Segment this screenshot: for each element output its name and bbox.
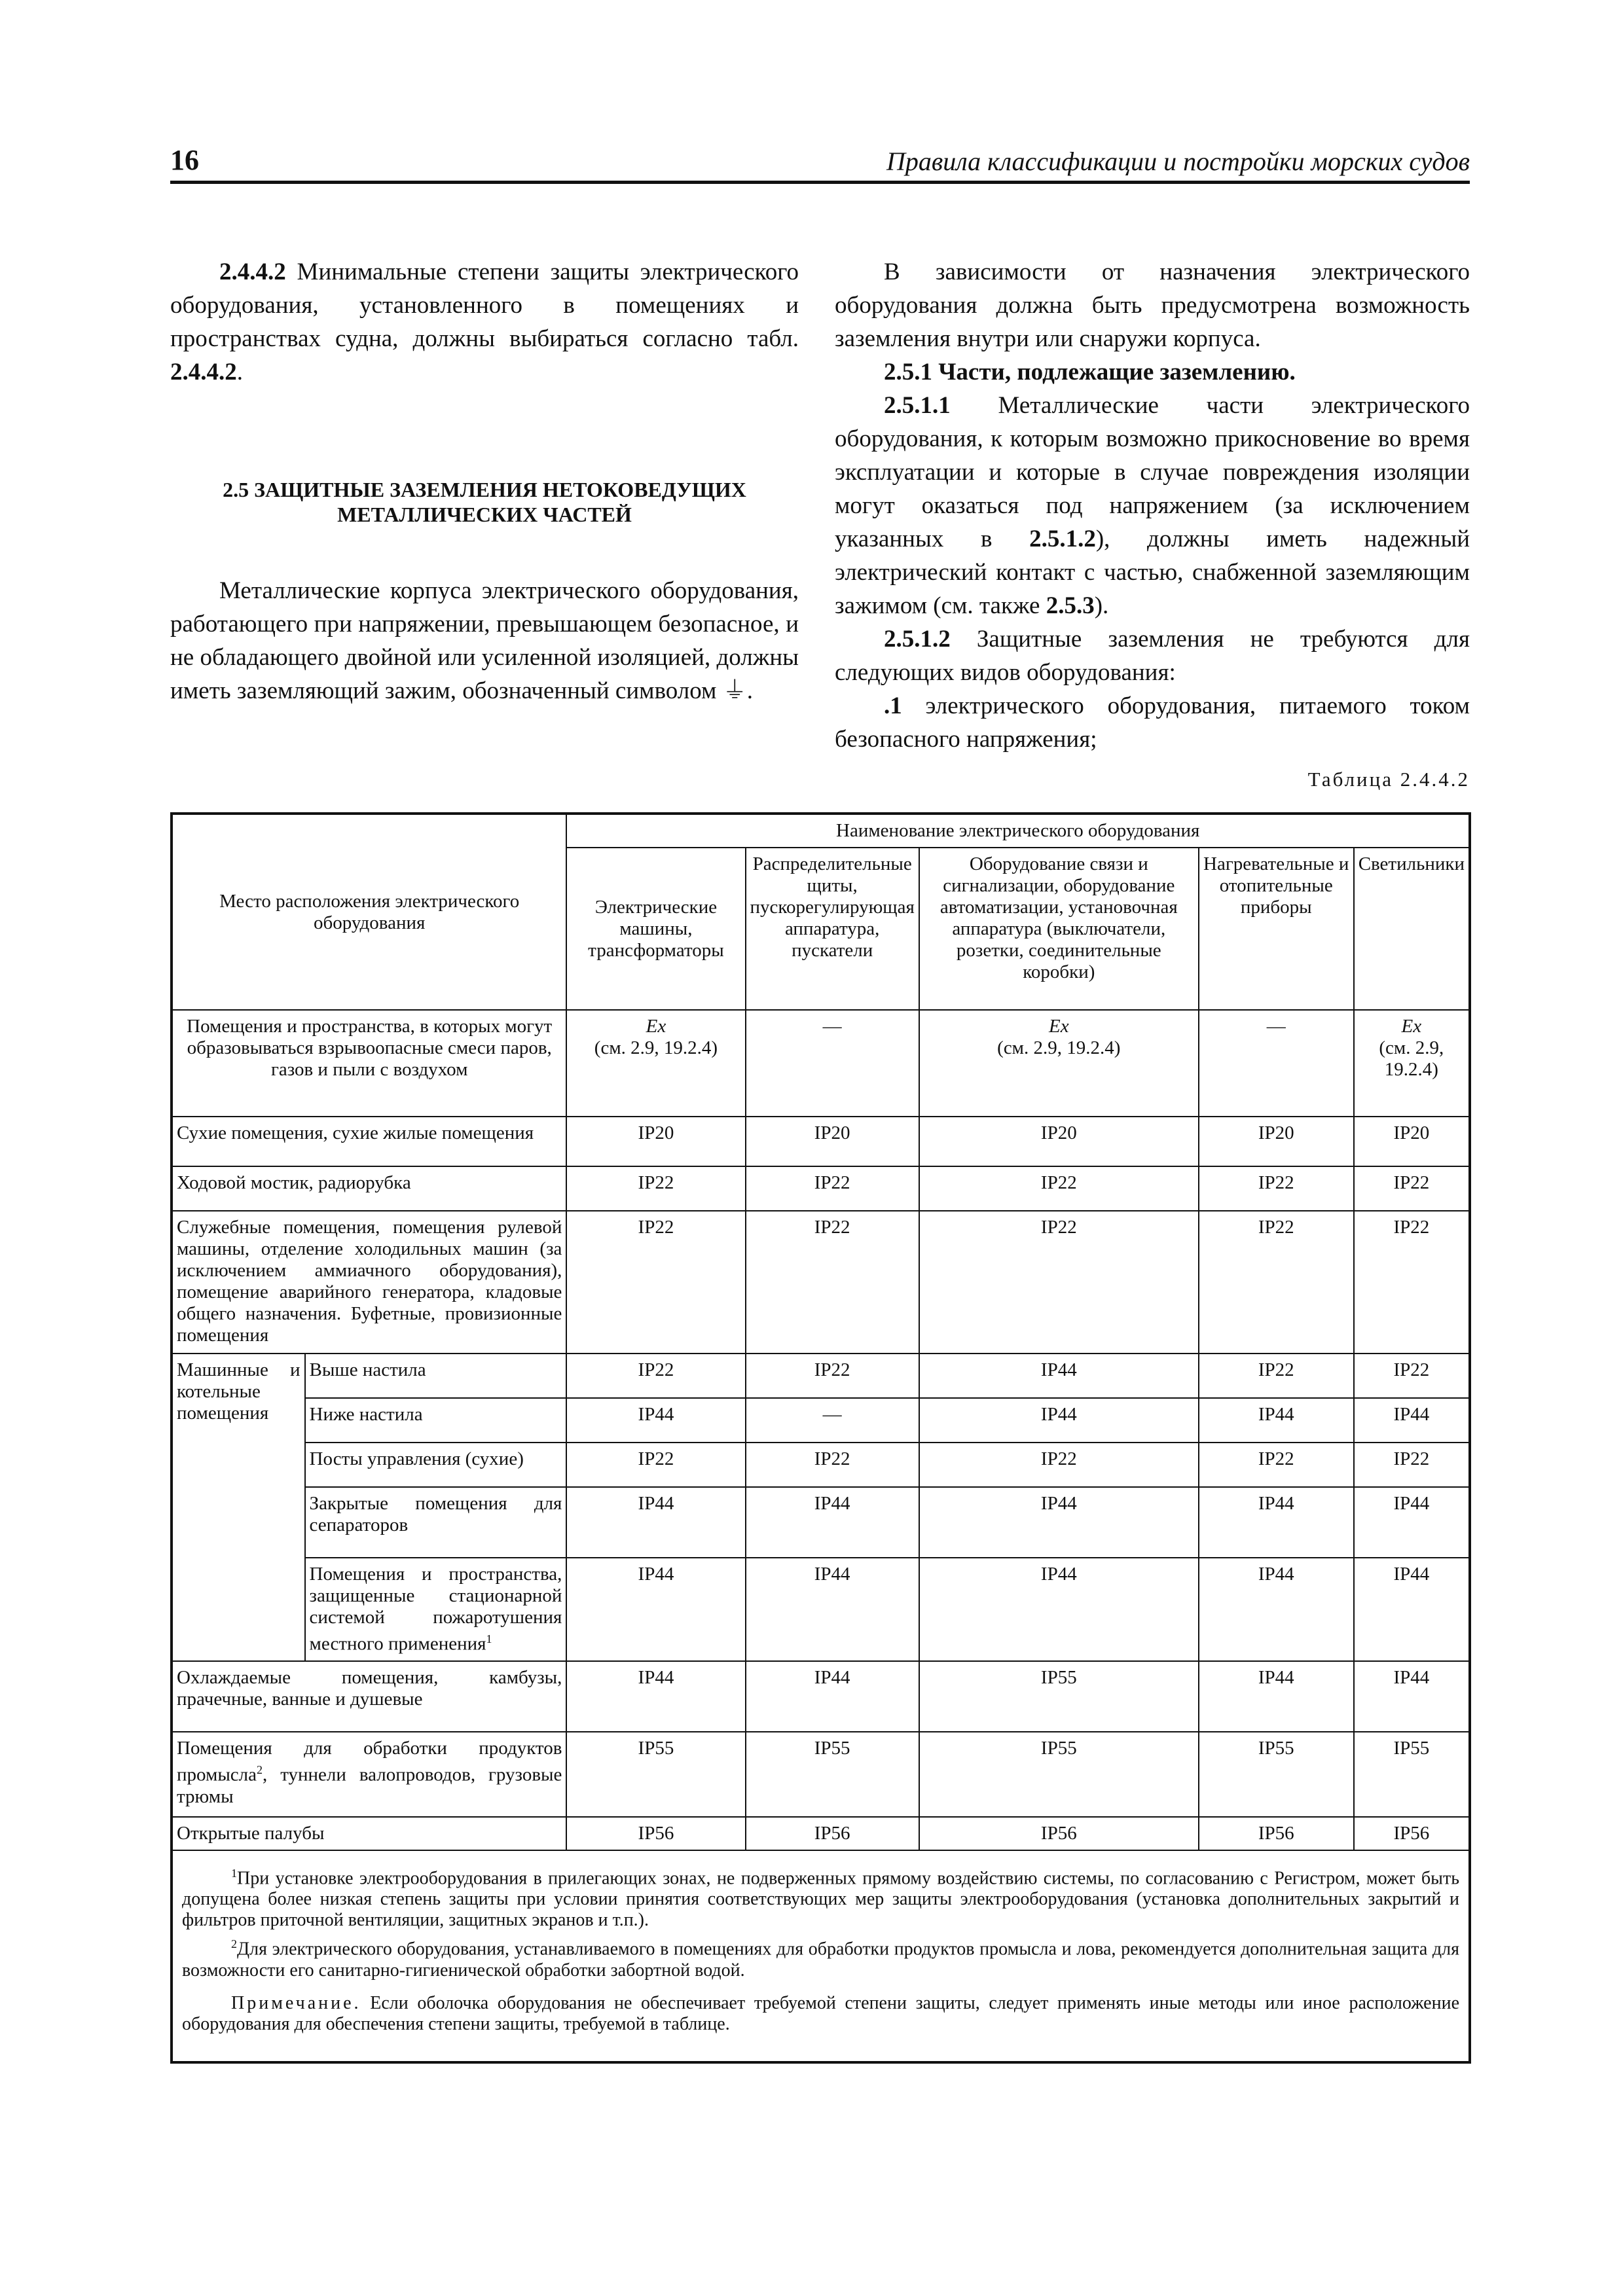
- table-cell: IP55: [566, 1732, 745, 1817]
- table-cell: IP44: [919, 1354, 1199, 1398]
- table-cell: Ex (см. 2.9, 19.2.4): [1354, 1010, 1470, 1117]
- table-cell: IP44: [919, 1487, 1199, 1558]
- running-title: Правила классификации и постройки морских судов: [886, 147, 1470, 176]
- paragraph-2-5-1-1: 2.5.1.1 Металлические части электрического оборудования, к которым возможно прикосновение во время эксплуатации и которые в случае повреждения изоляции могут оказаться под напряжением (за исключением указанных в 2.5.1.2), должны иметь надежный электрический контакт с частью, снабженной заземляющим зажимом (см. также 2.5.3).: [835, 392, 1470, 619]
- table-cell: IP22: [1354, 1211, 1470, 1354]
- paragraph-grounding: Металлические корпуса электрического оборудования, работающего при напряжении, превышающем безопасное, и не обладающего двойной или усиленной изоляцией, должны иметь заземляющий зажим, обозначенный символом ⏚.: [170, 577, 799, 704]
- table-row: [172, 1558, 1470, 1661]
- table-cell: IP20: [746, 1117, 919, 1166]
- header-equipment-group: Наименование электрического оборудования: [566, 814, 1470, 848]
- row-label: Помещения для обработки продуктов промысла$^2$, туннели валопроводов, грузовые трюмы: [172, 1732, 566, 1817]
- paragraph-item-1: .1 электрического оборудования, питаемого током безопасного напряжения;: [835, 692, 1470, 753]
- table-cell: IP56: [746, 1817, 919, 1850]
- table-cell: IP44: [1354, 1661, 1470, 1732]
- table-cell: IP22: [746, 1354, 919, 1398]
- table-row: [172, 1817, 1470, 1850]
- table-row: [172, 1010, 1470, 1117]
- paragraph-2-4-4-2: 2.4.4.2 Минимальные степени защиты электрического оборудования, установленного в помещениях и пространствах судна, должны выбираться согласно табл. 2.4.4.2.: [170, 259, 799, 386]
- table-footnotes: [172, 1850, 1470, 2062]
- table-row: [172, 1661, 1470, 1732]
- row-label: Закрытые помещения для сепараторов: [305, 1487, 567, 1558]
- table-cell: IP44: [919, 1558, 1199, 1661]
- table-row: [172, 1211, 1470, 1354]
- table-cell: IP22: [919, 1443, 1199, 1487]
- paragraph-2-5-1-2: 2.5.1.2 Защитные заземления не требуются для следующих видов оборудования:: [835, 626, 1470, 686]
- table-cell: IP20: [566, 1117, 745, 1166]
- table-cell: Ex (см. 2.9, 19.2.4): [919, 1010, 1199, 1117]
- table-cell: —: [1199, 1010, 1354, 1117]
- table-cell: IP44: [746, 1661, 919, 1732]
- table-cell: IP44: [566, 1558, 745, 1661]
- table-cell: IP55: [1199, 1732, 1354, 1817]
- row-label: Открытые палубы: [172, 1817, 566, 1850]
- table-cell: IP44: [1354, 1398, 1470, 1443]
- table-cell: IP44: [919, 1398, 1199, 1443]
- table-cell: IP44: [566, 1661, 745, 1732]
- table-cell: IP22: [566, 1166, 745, 1211]
- table-header-row: [172, 814, 1470, 848]
- table-row: [172, 1166, 1470, 1211]
- row-label: Служебные помещения, помещения рулевой машины, отделение холодильных машин (за исключением аммиачного оборудования), помещение аварийного генератора, кладовые общего назначения. Буфетные, провизионные помещения: [172, 1211, 566, 1354]
- table-cell: —: [746, 1398, 919, 1443]
- paragraph-2-5-1: 2.5.1 Части, подлежащие заземлению.: [884, 359, 1296, 386]
- table-cell: IP22: [919, 1166, 1199, 1211]
- header-col-heaters: Нагревательные и отопительные приборы: [1199, 848, 1354, 1010]
- header-col-lights: Светильники: [1354, 848, 1470, 1010]
- table-row: [172, 1398, 1470, 1443]
- table-cell: IP44: [1199, 1661, 1354, 1732]
- row-label: Ходовой мостик, радиорубка: [172, 1166, 566, 1211]
- right-column: [835, 255, 1470, 756]
- table-cell: IP56: [919, 1817, 1199, 1850]
- row-label: Охлаждаемые помещения, камбузы, прачечные, ванные и душевые: [172, 1661, 566, 1732]
- row-label: Помещения и пространства, защищенные стационарной системой пожаротушения местного применения$^1$: [305, 1558, 567, 1661]
- table-row: [172, 1443, 1470, 1487]
- table-cell: IP22: [1199, 1443, 1354, 1487]
- table-cell: IP22: [566, 1354, 745, 1398]
- table-row: [172, 1487, 1470, 1558]
- table-cell: IP22: [746, 1211, 919, 1354]
- table-row: [172, 1117, 1470, 1166]
- table-cell: IP44: [1199, 1487, 1354, 1558]
- table-cell: IP56: [566, 1817, 745, 1850]
- table-cell: IP22: [566, 1211, 745, 1354]
- row-label: Посты управления (сухие): [305, 1443, 567, 1487]
- table-cell: IP44: [1354, 1558, 1470, 1661]
- footnote-1: $^1$При установке электрооборудования в прилегающих зонах, не подверженных прямому воздействию системы, по согласованию с Регистром, может быть допущена более низкая степень защиты при условии принятия соответствующих мер защиты электрооборудования (установка дополнительных закрытий и фильтров приточной вентиляции, защитных экранов и т.п.).: [182, 1867, 1459, 1931]
- table-note: Примечание. Если оболочка оборудования не обеспечивает требуемой степени защиты, следует применять иные методы или иное расположение оборудования для обеспечения степени защиты, требуемой в таблице.: [182, 1992, 1459, 2034]
- table-cell: —: [746, 1010, 919, 1117]
- table-cell: IP56: [1354, 1817, 1470, 1850]
- table-cell: IP20: [919, 1117, 1199, 1166]
- protection-table: [170, 812, 1471, 2064]
- paragraph-grounding-location: В зависимости от назначения электрического оборудования должна быть предусмотрена возможность заземления внутри или снаружи корпуса.: [835, 259, 1470, 352]
- table-cell: IP22: [1199, 1354, 1354, 1398]
- header-col-switchboards: Распределительные щиты, пускорегулирующая аппаратура, пускатели: [746, 848, 919, 1010]
- footnote-2: $^2$Для электрического оборудования, устанавливаемого в помещениях для обработки продуктов промысла и лова, рекомендуется дополнительная защита для возможности его санитарно-гигиенической обработки забортной водой.: [182, 1937, 1459, 1981]
- table-cell: IP55: [919, 1661, 1199, 1732]
- table-cell: IP22: [1199, 1166, 1354, 1211]
- table-row: [172, 1732, 1470, 1817]
- table-cell: IP22: [919, 1211, 1199, 1354]
- table-cell: IP44: [1199, 1558, 1354, 1661]
- table-cell: IP44: [566, 1487, 745, 1558]
- section-title: 2.5 ЗАЩИТНЫЕ ЗАЗЕМЛЕНИЯ НЕТОКОВЕДУЩИХ МЕТАЛЛИЧЕСКИХ ЧАСТЕЙ: [223, 478, 746, 526]
- machinery-group-label: Машинные и котельные помещения: [172, 1354, 305, 1661]
- table-cell: IP22: [1354, 1166, 1470, 1211]
- table-cell: IP22: [746, 1443, 919, 1487]
- header-col-communication: Оборудование связи и сигнализации, оборудование автоматизации, установочная аппаратура (выключатели, розетки, соединительные коробки): [919, 848, 1199, 1010]
- page-header: [170, 145, 1470, 184]
- row-label: Ниже настила: [305, 1398, 567, 1443]
- table-cell: IP55: [1354, 1732, 1470, 1817]
- table-cell: IP44: [746, 1487, 919, 1558]
- table-cell: IP22: [1354, 1354, 1470, 1398]
- table-cell: IP44: [566, 1398, 745, 1443]
- table-cell: IP44: [1199, 1398, 1354, 1443]
- table-cell: IP55: [746, 1732, 919, 1817]
- table-cell: IP22: [746, 1166, 919, 1211]
- left-column: [170, 255, 799, 708]
- row-label: Выше настила: [305, 1354, 567, 1398]
- table-cell: IP55: [919, 1732, 1199, 1817]
- table-cell: IP22: [1199, 1211, 1354, 1354]
- row-label: Помещения и пространства, в которых могут образовываться взрывоопасные смеси паров, газов и пыли с воздухом: [172, 1010, 566, 1117]
- table-cell: IP22: [1354, 1443, 1470, 1487]
- table-footnotes-row: [172, 1850, 1470, 2062]
- table-cell: Ex (см. 2.9, 19.2.4): [566, 1010, 745, 1117]
- table-cell: IP44: [1354, 1487, 1470, 1558]
- table-cell: IP20: [1354, 1117, 1470, 1166]
- table-caption: Таблица 2.4.4.2: [1307, 768, 1470, 791]
- table-cell: IP56: [1199, 1817, 1354, 1850]
- header-location: Место расположения электрического оборудования: [172, 814, 566, 1010]
- table-cell: IP44: [746, 1558, 919, 1661]
- row-label: Сухие помещения, сухие жилые помещения: [172, 1117, 566, 1166]
- table-cell: IP20: [1199, 1117, 1354, 1166]
- table-row: [172, 1354, 1470, 1398]
- table-cell: IP22: [566, 1443, 745, 1487]
- page-number: 16: [170, 144, 199, 176]
- header-col-machines: Электрические машины, трансформаторы: [566, 848, 745, 1010]
